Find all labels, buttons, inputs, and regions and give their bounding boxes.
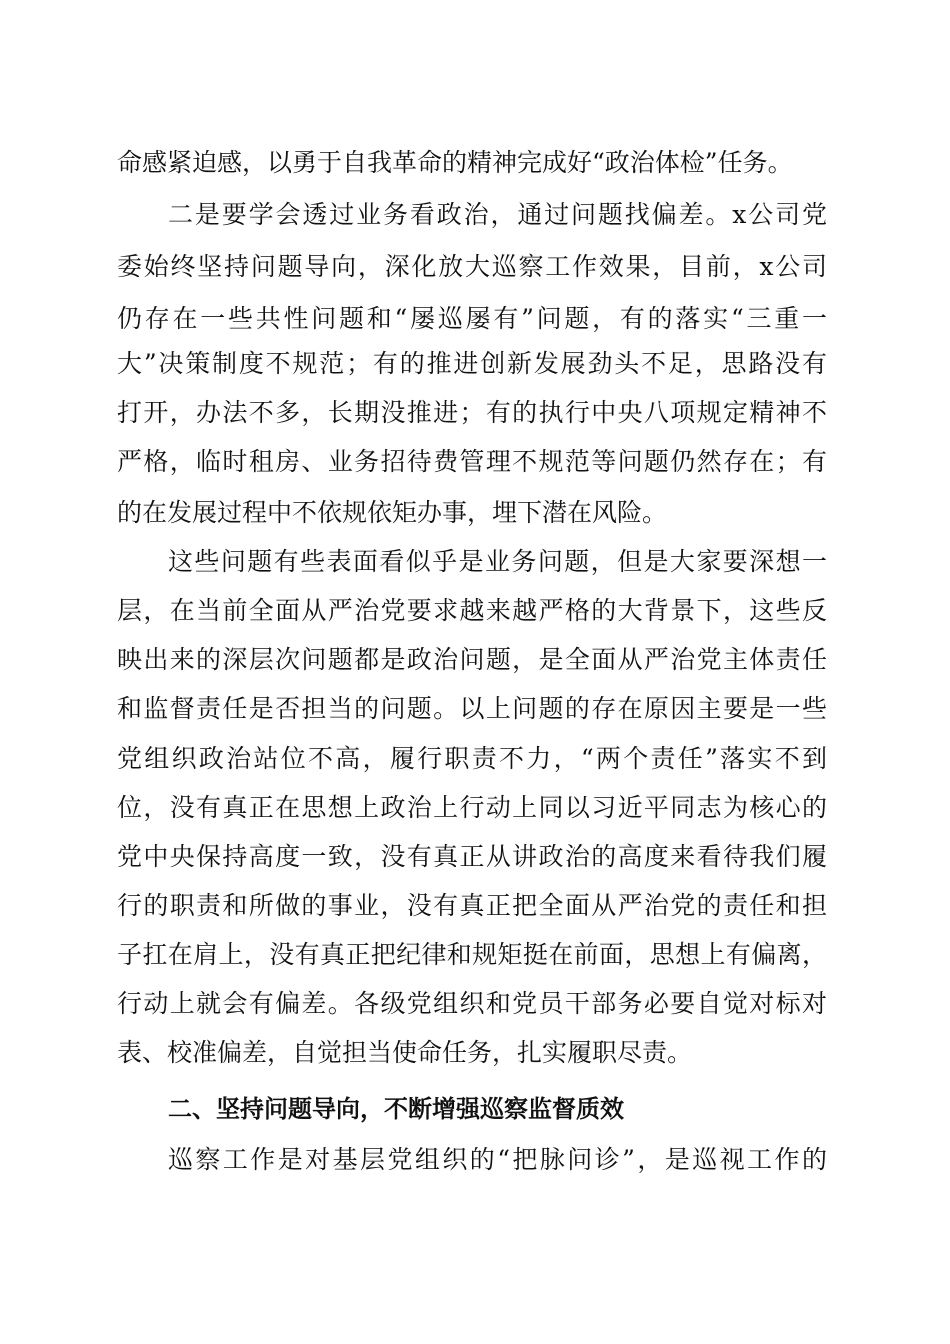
paragraph-line: 表、校准偏差，自觉担当使命任务，扎实履职尽责。 xyxy=(117,1038,693,1067)
paragraph-line: 严格，临时租房、业务招待费管理不规范等问题仍然存在；有 xyxy=(117,447,827,476)
paragraph-line: 行的职责和所做的事业，没有真正把全面从严治党的责任和担 xyxy=(117,891,827,920)
paragraph-line: 位，没有真正在思想上政治上行动上同以习近平同志为核心的 xyxy=(117,793,827,822)
paragraph-line: 党组织政治站位不高，履行职责不力，“两个责任”落实不到 xyxy=(117,744,827,773)
paragraph-line: 命感紧迫感，以勇于自我革命的精神完成好“政治体检”任务。 xyxy=(117,148,793,177)
paragraph-line: 仍存在一些共性问题和“屡巡屡有”问题，有的落实“三重一 xyxy=(117,304,827,333)
section-heading: 二、坚持问题导向，不断增强巡察监督质效 xyxy=(168,1095,624,1123)
paragraph-line: 党中央保持高度一致，没有真正从讲政治的高度来看待我们履 xyxy=(117,842,827,871)
paragraph-line: 的在发展过程中不依规依矩办事，埋下潜在风险。 xyxy=(117,498,668,527)
paragraph-line: 这些问题有些表面看似乎是业务问题，但是大家要深想一 xyxy=(168,547,827,576)
paragraph-line: 二是要学会透过业务看政治，通过问题找偏差。x公司党 xyxy=(168,200,827,229)
paragraph-line: 委始终坚持问题导向，深化放大巡察工作效果，目前，x公司 xyxy=(117,252,827,281)
paragraph-line: 大”决策制度不规范；有的推进创新发展劲头不足，思路没有 xyxy=(117,349,827,378)
paragraph-line: 巡察工作是对基层党组织的“把脉问诊”，是巡视工作的 xyxy=(168,1145,827,1174)
paragraph-line: 打开，办法不多，长期没推进；有的执行中央八项规定精神不 xyxy=(117,398,827,427)
paragraph-line: 和监督责任是否担当的问题。以上问题的存在原因主要是一些 xyxy=(117,694,827,723)
paragraph-line: 子扛在肩上，没有真正把纪律和规矩挺在前面，思想上有偏离， xyxy=(117,940,827,969)
paragraph-line: 层，在当前全面从严治党要求越来越严格的大背景下，这些反 xyxy=(117,596,827,625)
paragraph-line: 映出来的深层次问题都是政治问题，是全面从严治党主体责任 xyxy=(117,645,827,674)
paragraph-line: 行动上就会有偏差。各级党组织和党员干部务必要自觉对标对 xyxy=(117,989,827,1018)
